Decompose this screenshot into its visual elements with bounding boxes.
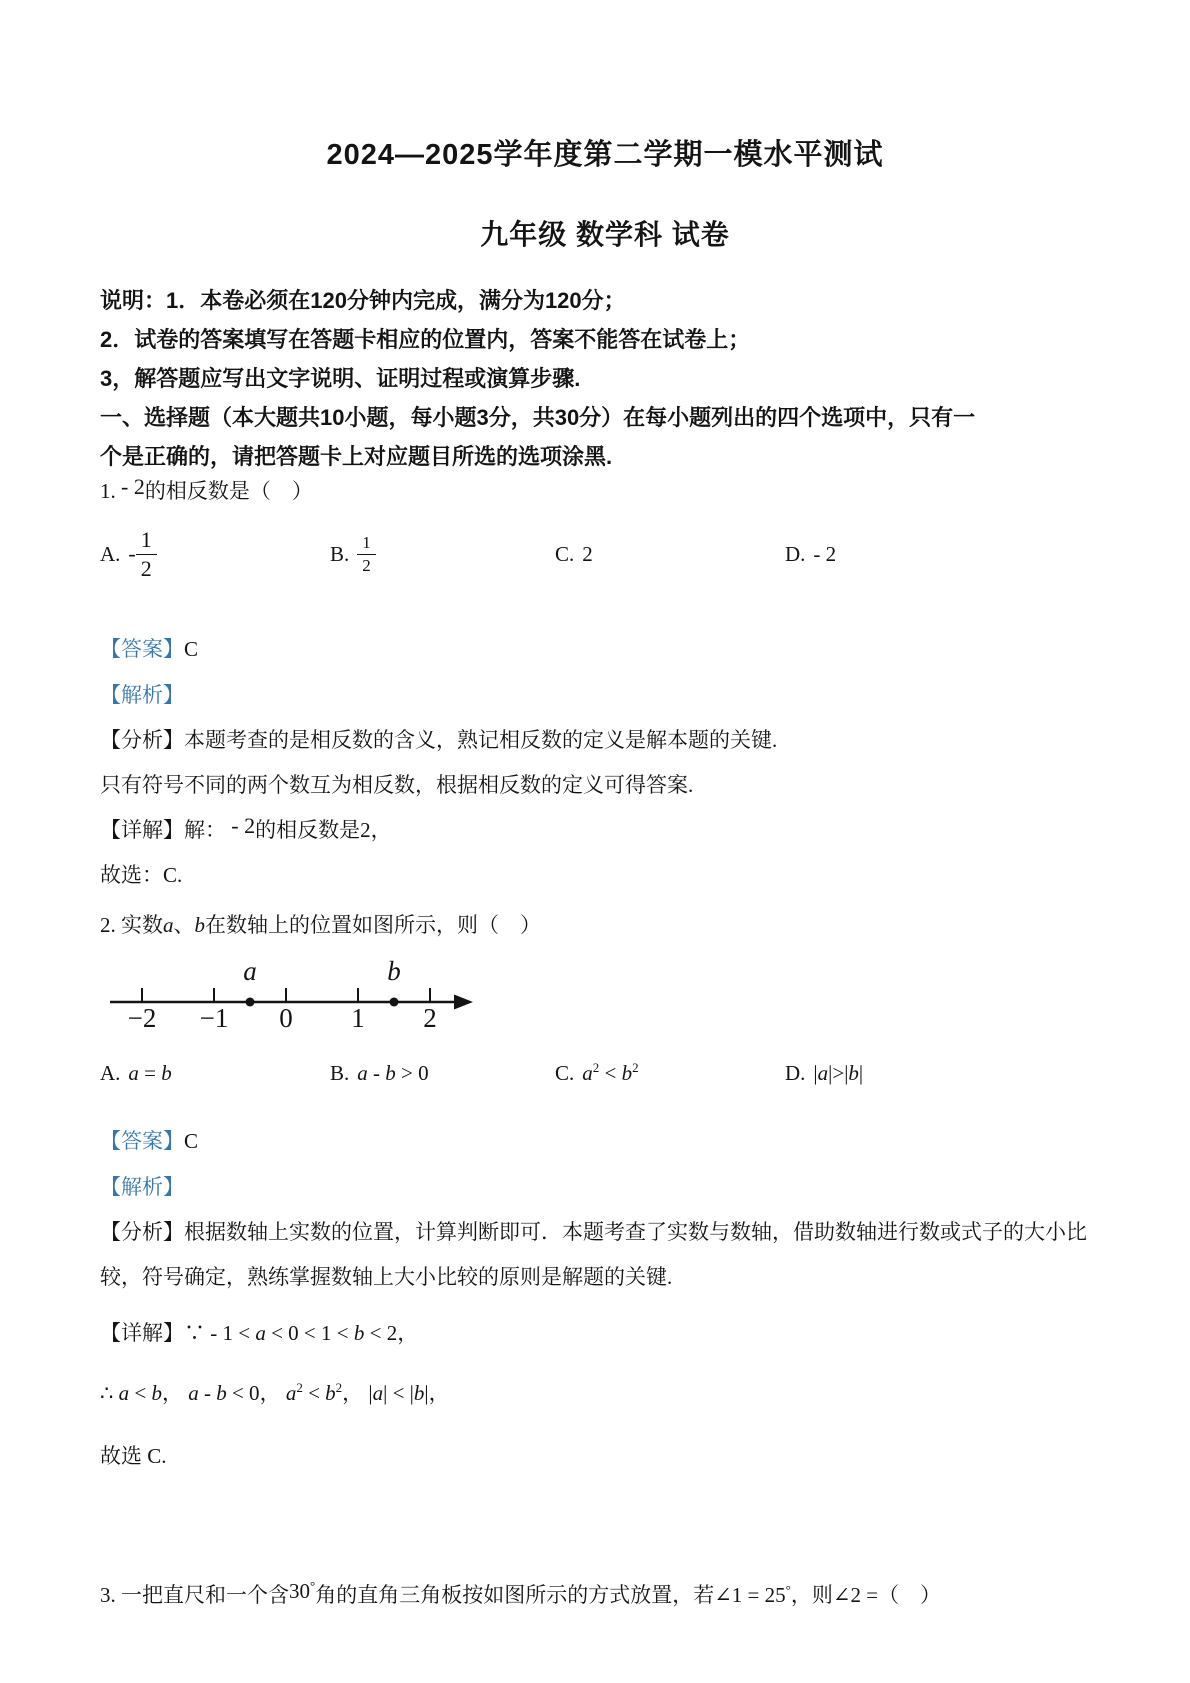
q2-fenxi-line bbox=[100, 1210, 1110, 1300]
q2-option-d-op: |>| bbox=[828, 1060, 849, 1085]
page-title: 2024—2025学年度第二学期一模水平测试 bbox=[326, 139, 884, 171]
q2-detail-var-a: a bbox=[255, 1321, 266, 1345]
q1-detail-tag: 【详解】 bbox=[100, 818, 184, 842]
q2-answer-tag: 【答案】 bbox=[100, 1129, 184, 1153]
q1-option-c bbox=[555, 542, 785, 567]
q1-answer-line bbox=[100, 634, 1110, 664]
q2-option-b-label: B. bbox=[330, 1060, 350, 1085]
expr3-sup-a: 2 bbox=[296, 1380, 303, 1395]
q3-stem-mid2: ，则 bbox=[790, 1583, 833, 1607]
expr3-op: < bbox=[302, 1381, 326, 1405]
q1-option-c-value: 2 bbox=[582, 541, 593, 566]
expr4-bar2: | bbox=[424, 1381, 429, 1405]
expr2-a: a bbox=[188, 1381, 199, 1405]
expr1-a: a bbox=[118, 1381, 130, 1405]
q1-detail-pre: 解： bbox=[184, 818, 226, 842]
q2-detail-comma1: ， bbox=[397, 1321, 419, 1345]
q2-sep-4: ， bbox=[428, 1381, 450, 1405]
q1-option-b-label: B. bbox=[330, 541, 350, 566]
q3-stem bbox=[100, 1575, 1110, 1610]
q3-stem-mid: 角的直角三角板按如图所示的方式放置，若 bbox=[315, 1583, 715, 1607]
q2-option-b bbox=[330, 1061, 555, 1086]
q2-options bbox=[100, 1050, 1110, 1096]
q1-fenxi-tag: 【分析】 bbox=[100, 728, 184, 752]
expr4-bar1: | bbox=[368, 1381, 373, 1405]
q1-stem-text: 的相反数是（ ） bbox=[144, 479, 313, 503]
q1-option-a-numerator: 1 bbox=[136, 527, 157, 554]
q2-option-d-math bbox=[813, 1061, 863, 1086]
q2-option-b-var-a: a bbox=[357, 1060, 368, 1085]
q2-stem-pre: 实数 bbox=[121, 913, 163, 937]
section-header-line-1: 一、选择题（本大题共10小题，每小题3分，共30分）在每小题列出的四个选项中，只有一 bbox=[100, 405, 976, 430]
q1-number: 1. bbox=[100, 479, 116, 503]
q2-option-b-tail: > 0 bbox=[395, 1060, 429, 1085]
q2-detail-p1: - 1 < bbox=[210, 1321, 256, 1345]
q2-option-a-var-a: a bbox=[128, 1060, 139, 1085]
q3-number: 3. bbox=[100, 1583, 116, 1607]
q2-option-a-math bbox=[128, 1061, 171, 1086]
q3-stem-pre: 一把直尺和一个含 bbox=[121, 1583, 289, 1607]
q1-jiexi-line bbox=[100, 680, 1110, 710]
q2-expr-4 bbox=[368, 1381, 428, 1405]
q1-stem-math: - 2 bbox=[121, 474, 145, 499]
q1-fenxi-text: 本题考查的是相反数的含义，熟记相反数的定义是解本题的关键. bbox=[184, 728, 778, 752]
q2-fenxi-text: 根据数轴上实数的位置，计算判断即可．本题考查了实数与数轴，借助数轴进行数或式子的大小比较，符号确定，熟练掌握数轴上大小比较的原则是解题的关键. bbox=[100, 1220, 1087, 1289]
expr4-b: b bbox=[413, 1381, 425, 1405]
q1-options bbox=[100, 522, 1110, 586]
expr2-op: - bbox=[198, 1381, 217, 1405]
q2-var-a: a bbox=[163, 913, 174, 937]
q2-number: 2. bbox=[100, 913, 116, 937]
q2-expr-2 bbox=[188, 1381, 259, 1405]
q2-fenxi-tag: 【分析】 bbox=[100, 1220, 184, 1244]
point-b-dot bbox=[390, 998, 399, 1007]
q1-option-b bbox=[330, 533, 555, 575]
point-b-label: b bbox=[387, 956, 401, 986]
q1-answer-tag: 【答案】 bbox=[100, 637, 184, 661]
q1-option-d-label: D. bbox=[785, 541, 806, 566]
q2-option-b-op: - bbox=[367, 1060, 386, 1085]
q2-detail-var-b: b bbox=[353, 1321, 365, 1345]
q2-answer-line bbox=[100, 1126, 1110, 1156]
q3-angle-2: ∠2 = bbox=[832, 1583, 879, 1607]
q2-detail-because bbox=[184, 1321, 397, 1345]
q2-detail-tag: 【详解】 bbox=[100, 1321, 184, 1345]
q2-option-c bbox=[555, 1060, 785, 1086]
q2-option-a-op: = bbox=[138, 1060, 162, 1085]
q1-option-a-denominator: 2 bbox=[140, 555, 152, 581]
point-a-label: a bbox=[243, 956, 257, 986]
q1-option-b-denominator: 2 bbox=[362, 555, 371, 575]
numberline-svg bbox=[102, 956, 482, 1030]
tick-label-1: 1 bbox=[351, 1003, 365, 1030]
q2-option-d-label: D. bbox=[785, 1060, 806, 1085]
q3-angle-30 bbox=[289, 1579, 315, 1603]
q2-jiexi-line bbox=[100, 1172, 1110, 1202]
tick-label-minus1: −1 bbox=[199, 1003, 229, 1030]
q2-option-a-label: A. bbox=[100, 1060, 121, 1085]
expr3-b: b bbox=[325, 1381, 336, 1405]
q2-conclusion: 故选 C. bbox=[100, 1444, 167, 1468]
q3-stem-post: （ ） bbox=[878, 1583, 942, 1607]
q1-fenxi-line bbox=[100, 725, 1110, 755]
q2-detail-p2: < 0 < 1 < bbox=[265, 1321, 354, 1345]
q1-detail-line bbox=[100, 815, 1110, 845]
q2-detail-line bbox=[100, 1318, 1110, 1348]
q1-jiexi-tag: 【解析】 bbox=[100, 683, 184, 707]
q2-option-c-sup-a: 2 bbox=[592, 1060, 600, 1075]
q2-option-d bbox=[785, 1061, 863, 1086]
note-line-1: 说明：1．本卷必须在120分钟内完成，满分为120分； bbox=[100, 288, 626, 313]
q3-degree-2: ° bbox=[785, 1582, 791, 1597]
q2-expr-3 bbox=[286, 1381, 342, 1405]
q2-option-a-var-b: b bbox=[161, 1060, 172, 1085]
q2-var-b: b bbox=[194, 913, 205, 937]
q2-option-c-sup-b: 2 bbox=[632, 1060, 639, 1075]
q1-option-a bbox=[100, 527, 330, 581]
expr4-a: a bbox=[372, 1381, 384, 1405]
q1-conclusion: 故选：C. bbox=[100, 863, 183, 887]
q2-option-d-bar1: | bbox=[813, 1060, 818, 1085]
expr1-b: b bbox=[151, 1381, 162, 1405]
expr1-op: < bbox=[129, 1381, 152, 1405]
q1-option-a-label: A. bbox=[100, 541, 121, 566]
expr3-a: a bbox=[285, 1381, 297, 1405]
q2-sep-1: ， bbox=[161, 1381, 183, 1405]
note-line-2: 2．试卷的答案填写在答题卡相应的位置内，答案不能答在试卷上； bbox=[100, 327, 751, 352]
because-symbol: ∵ bbox=[184, 1321, 211, 1345]
so-symbol: ∴ bbox=[100, 1381, 119, 1405]
q2-option-a bbox=[100, 1061, 330, 1086]
q1-detail-post: 的相反数是2， bbox=[255, 818, 392, 842]
numberline-arrow-icon bbox=[454, 995, 473, 1010]
tick-label-minus2: −2 bbox=[127, 1003, 157, 1030]
q2-answer-value: C bbox=[184, 1129, 199, 1153]
q2-therefore-line bbox=[100, 1366, 1110, 1415]
point-a-dot bbox=[246, 998, 255, 1007]
q2-detail-p3: < 2 bbox=[364, 1321, 398, 1345]
q2-numberline-figure bbox=[102, 956, 1110, 1030]
q2-option-d-var-a: a bbox=[817, 1060, 829, 1085]
q1-option-a-fraction bbox=[136, 527, 157, 581]
q3-angle1-value: ∠1 = 25 bbox=[714, 1583, 786, 1607]
q1-fenxi-line-2: 只有符号不同的两个数互为相反数，根据相反数的定义可得答案. bbox=[100, 773, 694, 797]
q2-sep-3: ， bbox=[342, 1381, 364, 1405]
q1-option-b-fraction bbox=[357, 533, 376, 575]
q2-option-c-var-b: b bbox=[621, 1061, 633, 1085]
section-header-line-2: 个是正确的，请把答题卡上对应题目所选的选项涂黑. bbox=[100, 444, 613, 469]
tick-label-2: 2 bbox=[423, 1003, 437, 1030]
q3-30-value: 30 bbox=[289, 1579, 310, 1603]
q2-option-b-math bbox=[357, 1061, 428, 1086]
q2-option-c-var-a: a bbox=[582, 1061, 593, 1085]
q2-option-b-var-b: b bbox=[385, 1060, 396, 1085]
q2-option-d-var-b: b bbox=[848, 1060, 859, 1085]
q2-expr-1 bbox=[119, 1381, 162, 1405]
note-line-3: 3，解答题应写出文字说明、证明过程或演算步骤. bbox=[100, 366, 581, 391]
q2-sep-2: ， bbox=[259, 1381, 281, 1405]
q1-option-d bbox=[785, 542, 836, 567]
expr4-op: | < | bbox=[383, 1381, 414, 1405]
q1-answer-value: C bbox=[184, 637, 199, 661]
q3-degree-1: ° bbox=[310, 1578, 316, 1593]
q3-angle-1 bbox=[714, 1583, 791, 1607]
q2-option-c-label: C. bbox=[555, 1060, 575, 1085]
q1-option-b-numerator: 1 bbox=[357, 533, 376, 555]
q1-option-d-value: - 2 bbox=[813, 541, 837, 566]
q2-option-d-bar2: | bbox=[858, 1060, 864, 1085]
tick-label-0: 0 bbox=[279, 1003, 293, 1030]
q1-stem bbox=[100, 476, 1110, 506]
q2-stem-post: 在数轴上的位置如图所示，则（ ） bbox=[205, 913, 541, 937]
q2-stem bbox=[100, 910, 1110, 940]
expr2-b: b bbox=[216, 1381, 227, 1405]
q1-option-c-label: C. bbox=[555, 541, 575, 566]
q2-stem-mid: 、 bbox=[173, 913, 195, 937]
q2-option-c-op: < bbox=[599, 1061, 622, 1085]
expr2-tail: < 0 bbox=[226, 1381, 260, 1405]
q1-option-a-minus: - bbox=[128, 541, 136, 566]
q1-detail-math: - 2 bbox=[231, 813, 256, 838]
expr3-sup-b: 2 bbox=[335, 1380, 343, 1395]
q2-option-c-math bbox=[582, 1060, 638, 1086]
page-subtitle: 九年级 数学科 试卷 bbox=[480, 219, 730, 250]
q2-jiexi-tag: 【解析】 bbox=[100, 1175, 184, 1199]
